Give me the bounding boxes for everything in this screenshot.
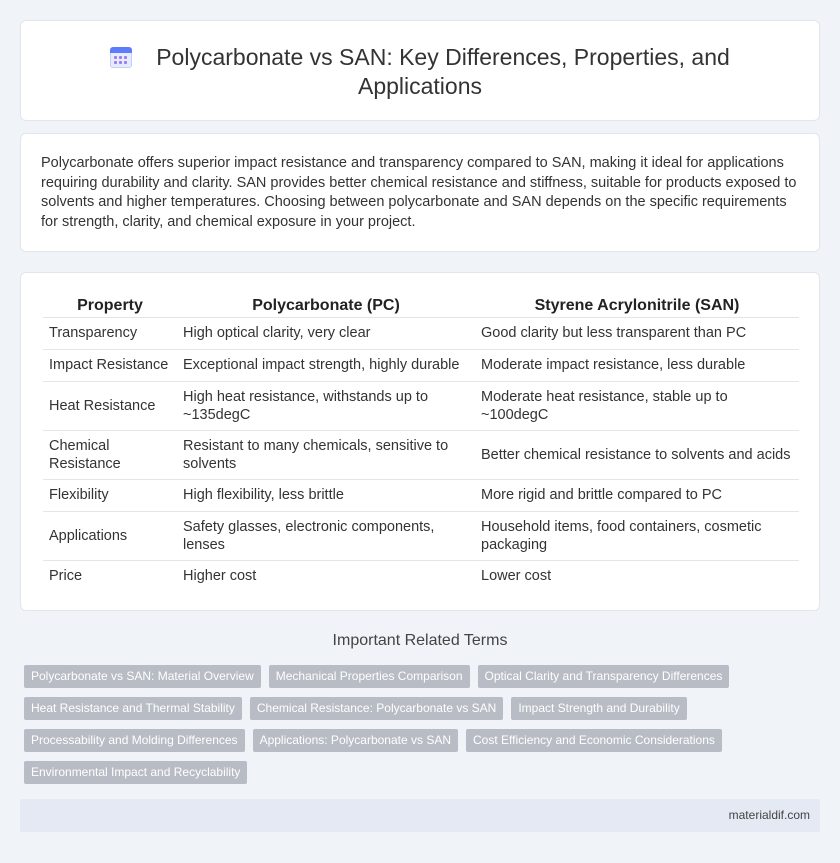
related-terms-title: Important Related Terms xyxy=(332,632,508,649)
header-card xyxy=(20,20,820,121)
table-cell: Applications xyxy=(43,512,177,561)
column-header-san: Styrene Acrylonitrile (SAN) xyxy=(475,291,799,318)
table-cell: Resistant to many chemicals, sensitive to solvents xyxy=(177,431,475,480)
table-row xyxy=(43,512,799,561)
page-title xyxy=(21,43,819,101)
table-header-row xyxy=(43,291,799,318)
calendar-icon xyxy=(110,47,132,67)
table-row xyxy=(43,318,799,350)
intro-card xyxy=(20,133,820,252)
table-row xyxy=(43,350,799,382)
table-cell: Lower cost xyxy=(481,568,552,584)
table-row xyxy=(43,431,799,480)
table-cell: Chemical Resistance xyxy=(43,431,177,480)
table-cell: High optical clarity, very clear xyxy=(177,318,475,350)
table-cell: Moderate impact resistance, less durable xyxy=(475,350,799,382)
related-terms-tags xyxy=(24,665,824,784)
comparison-table-card xyxy=(20,272,820,611)
intro-text: Polycarbonate offers superior impact resistance and transparency compared to SAN, making it ideal for applications requiring durability and clarity. SAN provides better chemical resistance and stiffness, suitable for products exposed to solvents and higher temperatures. Choosing between polycarbonate and SAN depends on the specific requirements for strength, clarity, and chemical exposure in your project. xyxy=(41,155,797,230)
related-term-tag[interactable]: Polycarbonate vs SAN: Material Overview xyxy=(24,665,261,688)
table-cell: Price xyxy=(49,568,83,584)
table-cell: Better chemical resistance to solvents and acids xyxy=(475,431,799,480)
table-cell: Flexibility xyxy=(43,480,177,512)
table-row xyxy=(43,561,799,593)
related-term-tag[interactable]: Applications: Polycarbonate vs SAN xyxy=(253,729,458,752)
footer xyxy=(20,799,820,832)
table-cell: Higher cost xyxy=(183,568,257,584)
related-term-tag[interactable]: Processability and Molding Differences xyxy=(24,729,245,752)
related-term-tag[interactable]: Heat Resistance and Thermal Stability xyxy=(24,697,242,720)
table-cell: Good clarity but less transparent than PC xyxy=(475,318,799,350)
footer-site-name: materialdif.com xyxy=(728,808,810,822)
related-term-tag[interactable]: Chemical Resistance: Polycarbonate vs SAN xyxy=(250,697,503,720)
related-term-tag[interactable]: Cost Efficiency and Economic Considerations xyxy=(466,729,722,752)
table-cell: High flexibility, less brittle xyxy=(177,480,475,512)
column-header-polycarbonate: Polycarbonate (PC) xyxy=(177,291,475,318)
related-term-tag[interactable]: Optical Clarity and Transparency Differences xyxy=(478,665,730,688)
table-cell: Impact Resistance xyxy=(43,350,177,382)
table-cell: Household items, food containers, cosmetic packaging xyxy=(475,512,799,561)
table-cell: Transparency xyxy=(43,318,177,350)
table-cell: More rigid and brittle compared to PC xyxy=(475,480,799,512)
table-row xyxy=(43,480,799,512)
related-term-tag[interactable]: Mechanical Properties Comparison xyxy=(269,665,470,688)
column-header-property: Property xyxy=(43,291,177,318)
table-cell: Moderate heat resistance, stable up to ~100degC xyxy=(475,382,799,431)
comparison-table xyxy=(43,291,799,592)
table-cell: Safety glasses, electronic components, lenses xyxy=(177,512,475,561)
page-title-text: Polycarbonate vs SAN: Key Differences, Properties, and Applications xyxy=(156,44,730,99)
related-term-tag[interactable]: Impact Strength and Durability xyxy=(511,697,686,720)
related-term-tag[interactable]: Environmental Impact and Recyclability xyxy=(24,761,247,784)
header xyxy=(21,43,819,101)
table-cell: Heat Resistance xyxy=(43,382,177,431)
table-cell: High heat resistance, withstands up to ~135degC xyxy=(177,382,475,431)
table-cell: Exceptional impact strength, highly durable xyxy=(177,350,475,382)
table-row xyxy=(43,382,799,431)
